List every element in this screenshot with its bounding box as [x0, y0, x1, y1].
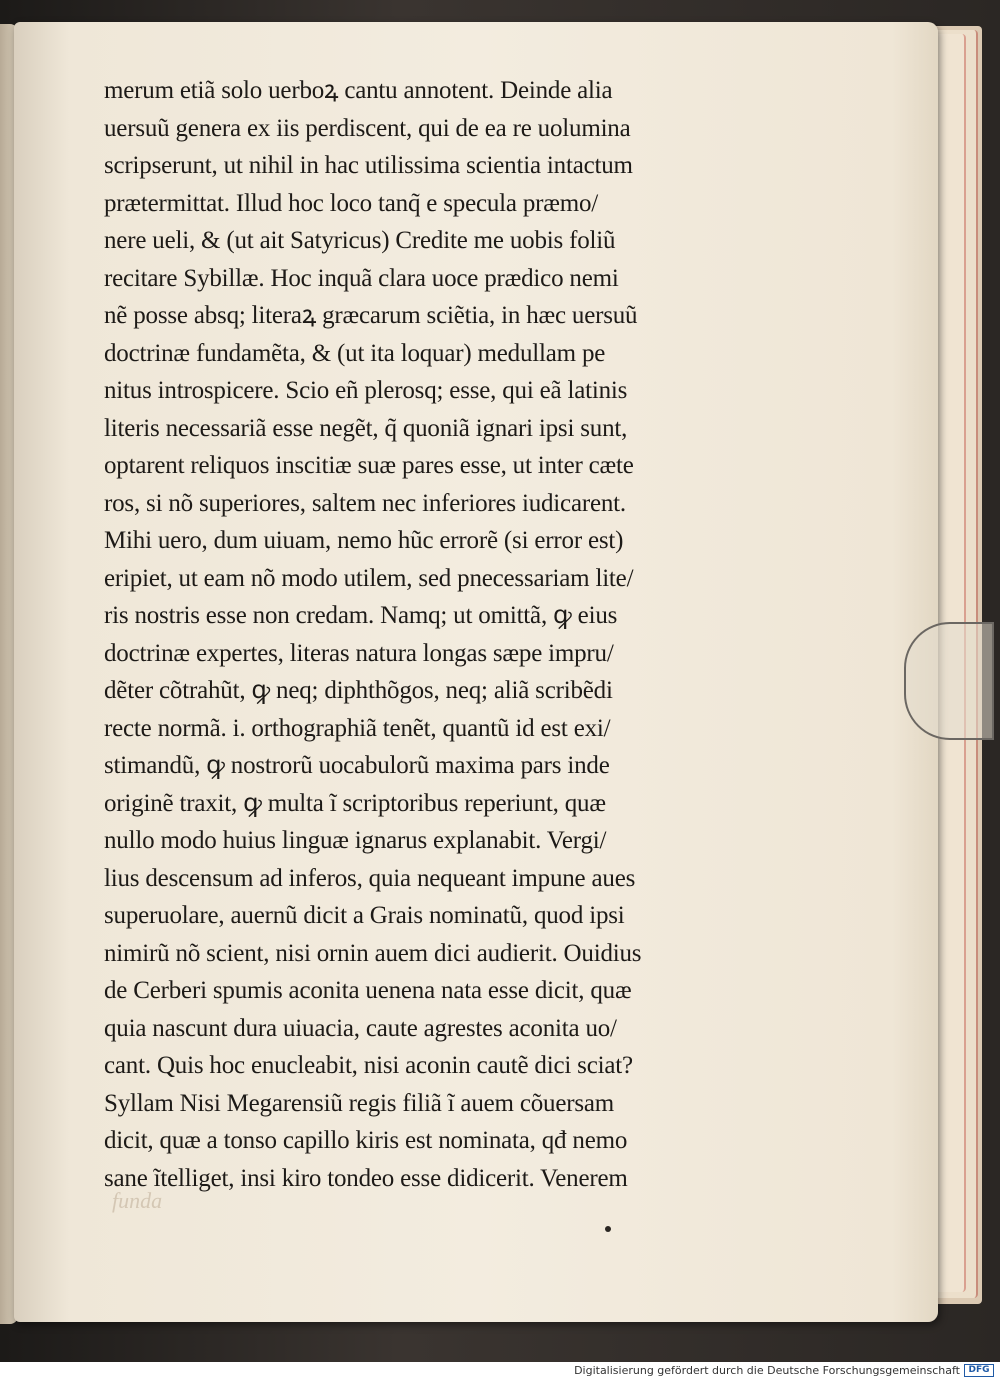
signature-mark [605, 1226, 611, 1232]
text-line: nẽ posse absq; literaꝝ græcarum sciẽtia, in hæc uersuũ [104, 302, 638, 329]
text-line: nere ueli, & (ut ait Satyricus) Credite me uobis foliũ [104, 227, 616, 254]
text-line: nimirũ nõ scient, nisi ornin auem dici audierit. Ouidius [104, 939, 642, 967]
text-line: doctrinæ expertes, literas natura longas sæpe impru/ [104, 639, 614, 667]
text-line: lius descensum ad inferos, quia nequeant impune aues [104, 864, 636, 892]
text-line: Syllam Nisi Megarensiũ regis filiã ĩ auem cõuersam [104, 1089, 615, 1117]
text-line: superuolare, auernũ dicit a Grais nominatũ, quod ipsi [104, 902, 625, 929]
text-line: originẽ traxit, ꝙ multa ĩ scriptoribus reperiunt, quæ [104, 789, 606, 817]
text-line: doctrinæ fundamẽta, & (ut ita loquar) medullam pe [104, 339, 606, 367]
text-line: de Cerberi spumis aconita uenena nata esse dicit, quæ [104, 977, 632, 1004]
thumb-tab [904, 622, 994, 740]
text-line: dicit, quæ a tonso capillo kiris est nominata, qđ nemo [104, 1127, 628, 1154]
text-line: scripserunt, ut nihil in hac utilissima scientia intactum [104, 152, 633, 179]
text-line: prætermittat. Illud hoc loco tanq̃ e specula præmo/ [104, 189, 599, 217]
text-line: literis necessariã esse negẽt, q̃ quoniã ignari ipsi sunt, [104, 414, 628, 442]
text-line: eripiet, ut eam nõ modo utilem, sed pnecessariam lite/ [104, 564, 634, 592]
text-line: recte normã. i. orthographiã tenẽt, quantũ id est exi/ [104, 714, 611, 742]
funding-credit: Digitalisierung gefördert durch die Deutsche Forschungsgemeinschaft [574, 1364, 960, 1377]
footer-bar [0, 1362, 1000, 1380]
text-line: cant. Quis hoc enucleabit, nisi aconin cautẽ dici sciat? [104, 1052, 633, 1079]
body-text [104, 72, 744, 1197]
text-line: nullo modo huius linguæ ignarus explanabit. Vergi/ [104, 827, 607, 854]
text-line: Mihi uero, dum uiuam, nemo hũc errorẽ (si error est) [104, 527, 624, 554]
text-line: stimandũ, ꝙ nostrorũ uocabulorũ maxima pars inde [104, 752, 610, 779]
dfg-logo: DFG [964, 1364, 994, 1377]
text-line: recitare Sybillæ. Hoc inquã clara uoce prædico nemi [104, 264, 619, 292]
text-line: optarent reliquos inscitiæ suæ pares esse, ut inter cæte [104, 452, 634, 479]
catchword: funda [112, 1188, 163, 1213]
text-line: uersuũ genera ex iis perdiscent, qui de ea re uolumina [104, 114, 631, 142]
text-line: quia nascunt dura uiuacia, caute agrestes aconita uo/ [104, 1014, 617, 1042]
text-line: ros, si nõ superiores, saltem nec inferiores iudicarent. [104, 489, 626, 517]
text-line: nitus introspicere. Scio eñ plerosq; esse, qui eã latinis [104, 377, 628, 404]
text-line: dẽter cõtrahũt, ꝙ neq; diphthõgos, neq; aliã scribẽdi [104, 677, 613, 704]
text-line: merum etiã solo uerboꝝ cantu annotent. Deinde alia [104, 77, 613, 104]
text-line: sane ĩtelliget, insi kiro tondeo esse didicerit. Venerem [104, 1164, 628, 1192]
text-line: ris nostris esse non credam. Namq; ut omittã, ꝙ eius [104, 602, 618, 629]
